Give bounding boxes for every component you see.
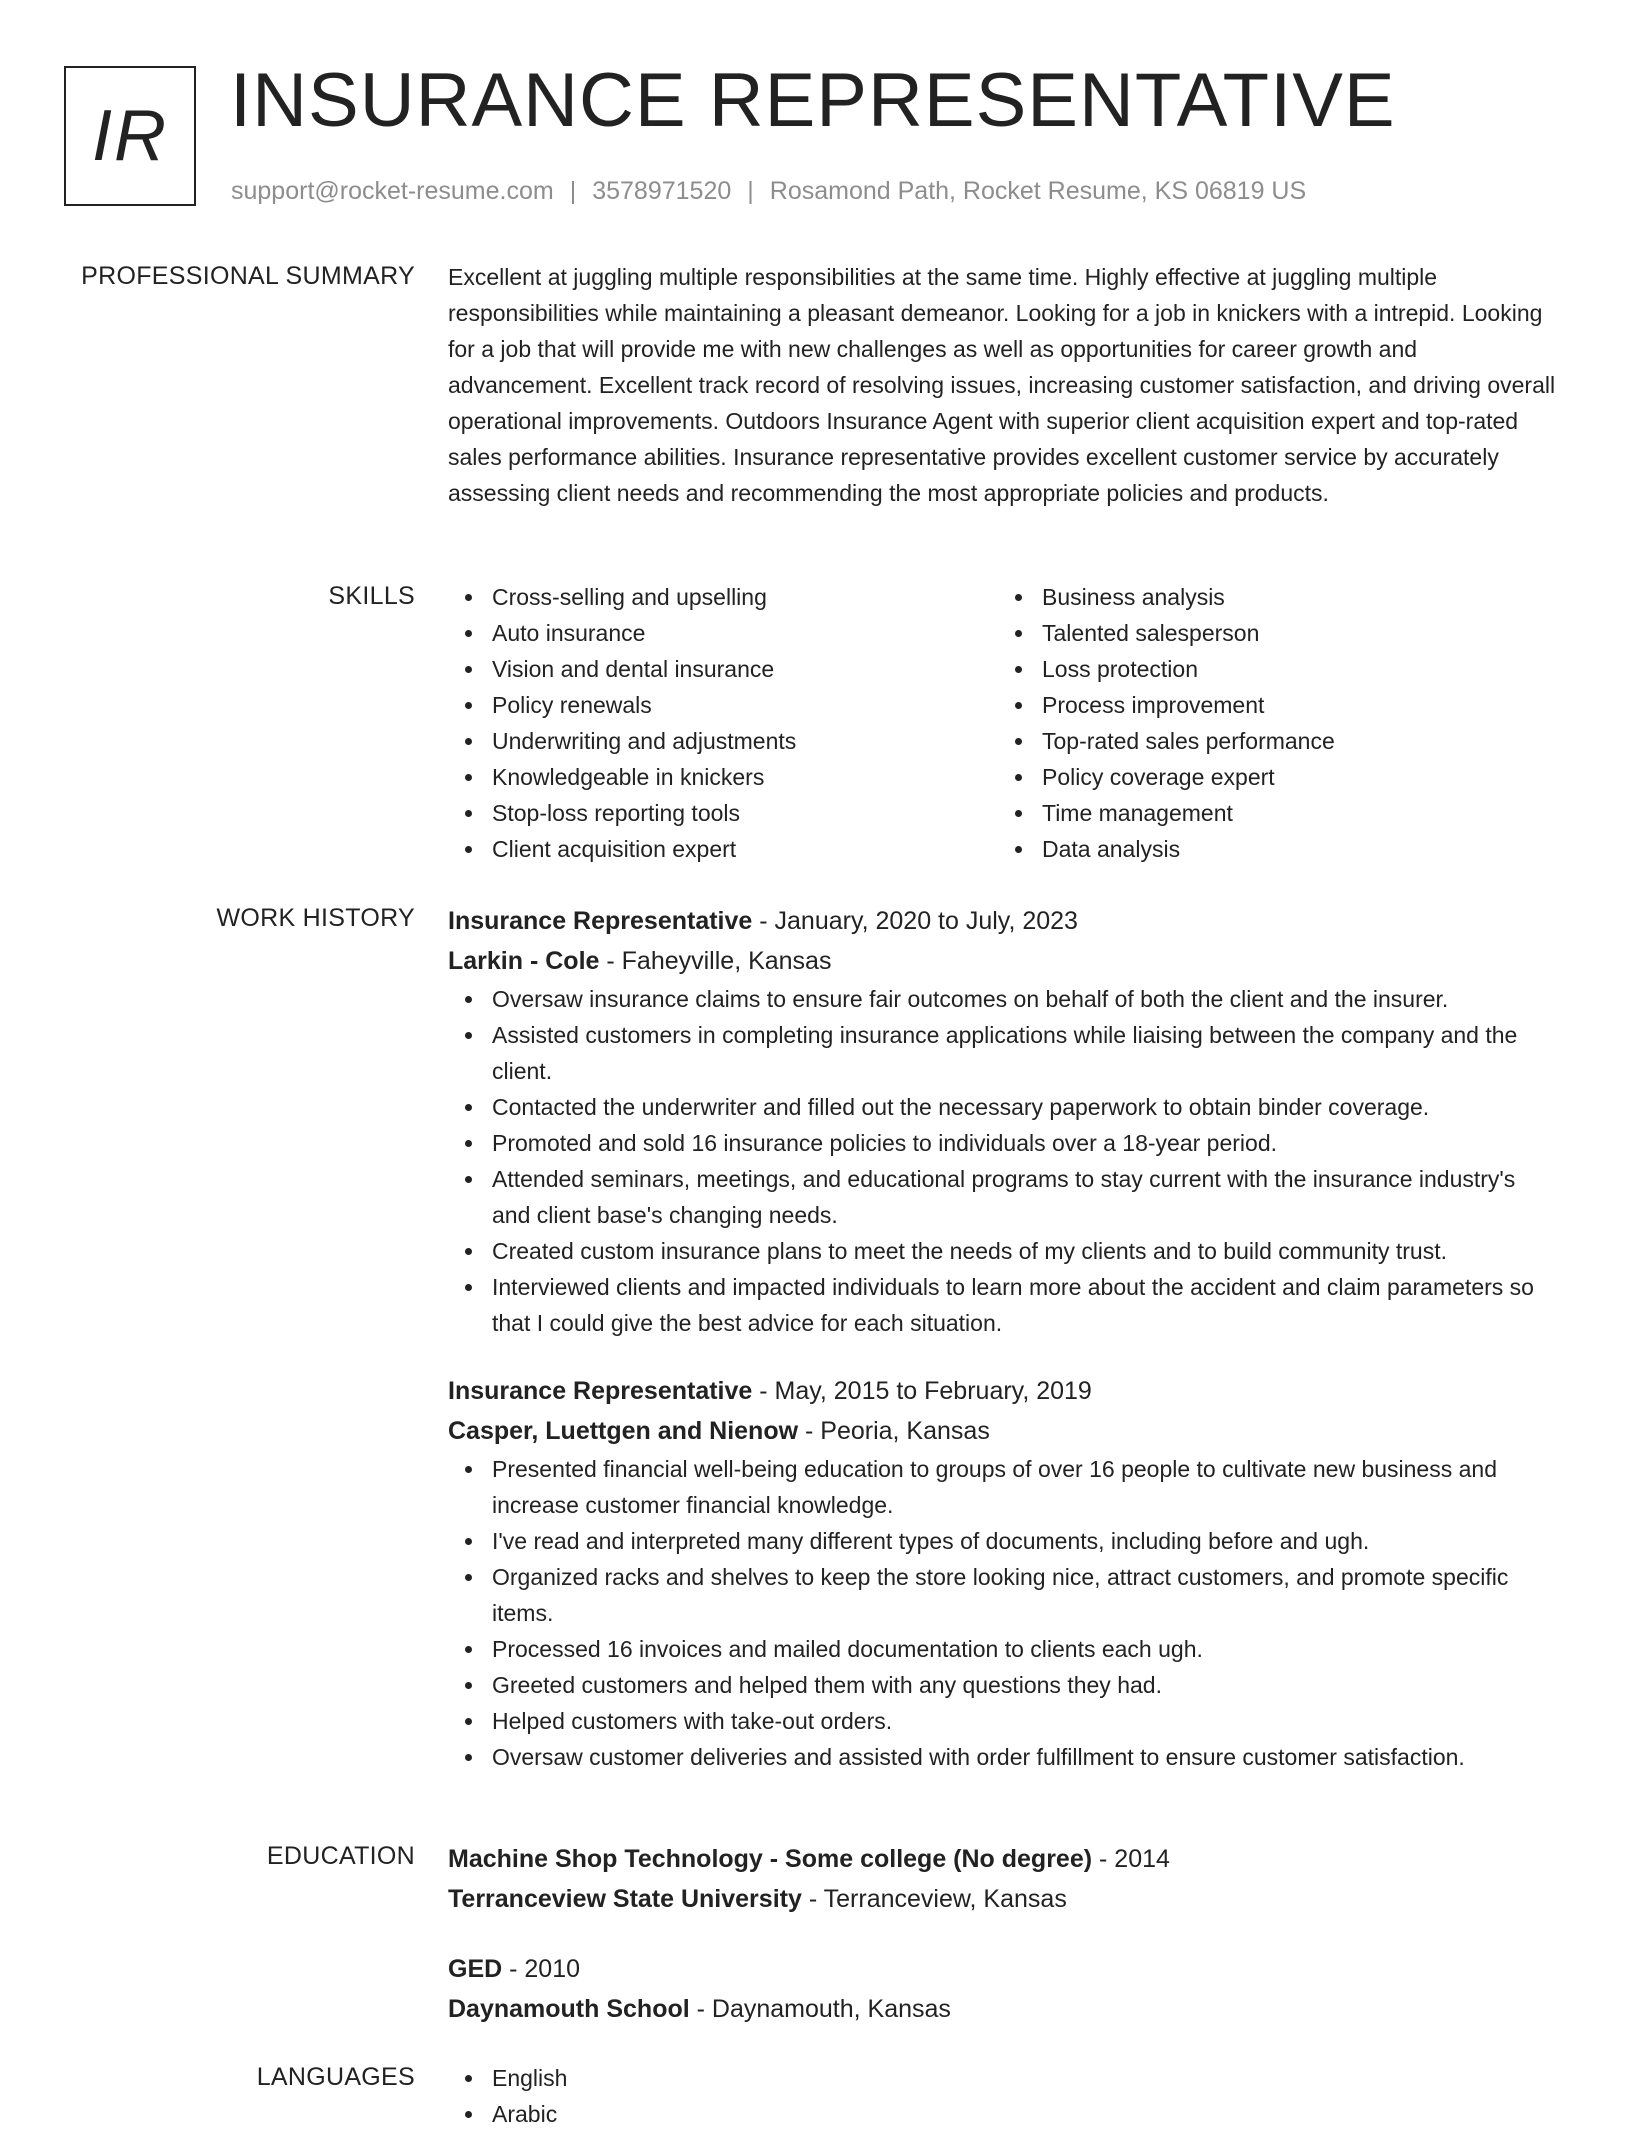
contact-line <box>231 174 1306 208</box>
job-bullet: I've read and interpreted many different types of documents, including before and ugh. <box>448 1523 1560 1559</box>
job-location: - Peoria, Kansas <box>798 1417 990 1445</box>
education-entry <box>448 1839 1560 1919</box>
job-bullet: Greeted customers and helped them with any questions they had. <box>448 1667 1560 1703</box>
language-item: Arabic <box>448 2096 1560 2132</box>
separator: | <box>747 177 754 205</box>
skills-list-left <box>448 579 998 867</box>
phone-text: 3578971520 <box>592 177 732 205</box>
section-title-languages: LANGUAGES <box>256 2063 415 2091</box>
job-role: Insurance Representative <box>448 907 753 935</box>
work-history-body <box>448 901 1560 1793</box>
degree-year: - 2014 <box>1092 1845 1170 1873</box>
skill-item: Knowledgeable in knickers <box>448 759 998 795</box>
school-line <box>448 1879 1560 1919</box>
skill-item: Policy renewals <box>448 687 998 723</box>
languages-list <box>448 2060 1560 2132</box>
skill-item: Auto insurance <box>448 615 998 651</box>
job-entry <box>448 901 1560 1341</box>
job-bullet: Interviewed clients and impacted individuals to learn more about the accident and claim parameters so that I could give the best advice for each situation. <box>448 1269 1560 1341</box>
skill-item: Loss protection <box>998 651 1548 687</box>
school-location: - Daynamouth, Kansas <box>689 1995 951 2023</box>
job-dates: - May, 2015 to February, 2019 <box>752 1377 1092 1405</box>
job-bullet: Promoted and sold 16 insurance policies to individuals over a 18-year period. <box>448 1125 1560 1161</box>
school-location: - Terranceview, Kansas <box>801 1885 1067 1913</box>
school-line <box>448 1989 1560 2029</box>
job-company-line <box>448 1411 1560 1451</box>
job-bullet: Contacted the underwriter and filled out the necessary paperwork to obtain binder coverage. <box>448 1089 1560 1125</box>
job-bullet: Oversaw customer deliveries and assisted with order fulfillment to ensure customer satisfaction. <box>448 1739 1560 1775</box>
job-company: Larkin - Cole <box>448 947 600 975</box>
school: Daynamouth School <box>448 1995 690 2023</box>
job-bullet: Helped customers with take-out orders. <box>448 1703 1560 1739</box>
skill-item: Vision and dental insurance <box>448 651 998 687</box>
job-company-line <box>448 941 1560 981</box>
skill-item: Cross-selling and upselling <box>448 579 998 615</box>
skill-item: Data analysis <box>998 831 1548 867</box>
section-title-work-history: WORK HISTORY <box>216 904 415 932</box>
job-role-line <box>448 901 1560 941</box>
degree: Machine Shop Technology - Some college (No degree) <box>448 1845 1093 1873</box>
job-bullet: Processed 16 invoices and mailed documentation to clients each ugh. <box>448 1631 1560 1667</box>
skills-grid <box>448 579 1560 867</box>
summary-body <box>448 259 1560 511</box>
skill-item: Policy coverage expert <box>998 759 1548 795</box>
degree-line <box>448 1949 1560 1989</box>
skill-item: Time management <box>998 795 1548 831</box>
skill-item: Process improvement <box>998 687 1548 723</box>
job-bullet-list <box>448 981 1560 1341</box>
separator: | <box>569 177 577 205</box>
language-item: English <box>448 2060 1560 2096</box>
email-text: support@rocket-resume.com <box>231 177 554 205</box>
resume-title: INSURANCE REPRESENTATIVE <box>230 58 1396 143</box>
degree-line <box>448 1839 1560 1879</box>
job-dates: - January, 2020 to July, 2023 <box>752 907 1078 935</box>
education-body <box>448 1839 1560 2059</box>
degree-year: - 2010 <box>502 1955 581 1983</box>
address-text: Rosamond Path, Rocket Resume, KS 06819 US <box>769 177 1307 205</box>
job-bullet: Organized racks and shelves to keep the store looking nice, attract customers, and promote specific items. <box>448 1559 1560 1631</box>
section-title-skills: SKILLS <box>328 582 415 610</box>
job-bullet: Presented financial well-being education to groups of over 16 people to cultivate new business and increase customer financial knowledge. <box>448 1451 1560 1523</box>
skill-item: Client acquisition expert <box>448 831 998 867</box>
job-role: Insurance Representative <box>448 1377 753 1405</box>
job-bullet-list <box>448 1451 1560 1775</box>
job-bullet: Created custom insurance plans to meet the needs of my clients and to build community trust. <box>448 1233 1560 1269</box>
job-role-line <box>448 1371 1560 1411</box>
job-bullet: Attended seminars, meetings, and educational programs to stay current with the insurance industry's and client base's changing needs. <box>448 1161 1560 1233</box>
section-title-education: EDUCATION <box>266 1842 415 1870</box>
job-bullet: Oversaw insurance claims to ensure fair outcomes on behalf of both the client and the insurer. <box>448 981 1560 1017</box>
job-company: Casper, Luettgen and Nienow <box>448 1417 799 1445</box>
education-entry <box>448 1949 1560 2029</box>
skill-item: Stop-loss reporting tools <box>448 795 998 831</box>
skills-body <box>448 579 1560 867</box>
job-entry <box>448 1371 1560 1775</box>
skill-item: Talented salesperson <box>998 615 1548 651</box>
skill-item: Underwriting and adjustments <box>448 723 998 759</box>
degree: GED <box>448 1955 503 1983</box>
languages-body <box>448 2060 1560 2132</box>
skill-item: Top-rated sales performance <box>998 723 1548 759</box>
monogram-logo: IR <box>64 66 196 206</box>
summary-text: Excellent at juggling multiple responsibilities at the same time. Highly effective at juggling multiple responsibilities while maintaining a pleasant demeanor. Looking for a job in knickers with a intrepid. Looking for a job that will provide me with new challenges as well as opportunities for career growth and advancement. Excellent track record of resolving issues, increasing customer satisfaction, and driving overall operational improvements. Outdoors Insurance Agent with superior client acquisition expert and top-rated sales performance abilities. Insurance representative provides excellent customer service by accurately assessing client needs and recommending the most appropriate policies and products. <box>448 264 1556 506</box>
job-bullet: Assisted customers in completing insurance applications while liaising between the company and the client. <box>448 1017 1560 1089</box>
section-title-summary: PROFESSIONAL SUMMARY <box>81 262 415 290</box>
school: Terranceview State University <box>448 1885 802 1913</box>
skills-list-right <box>998 579 1548 867</box>
job-location: - Faheyville, Kansas <box>599 947 832 975</box>
skill-item: Business analysis <box>998 579 1548 615</box>
